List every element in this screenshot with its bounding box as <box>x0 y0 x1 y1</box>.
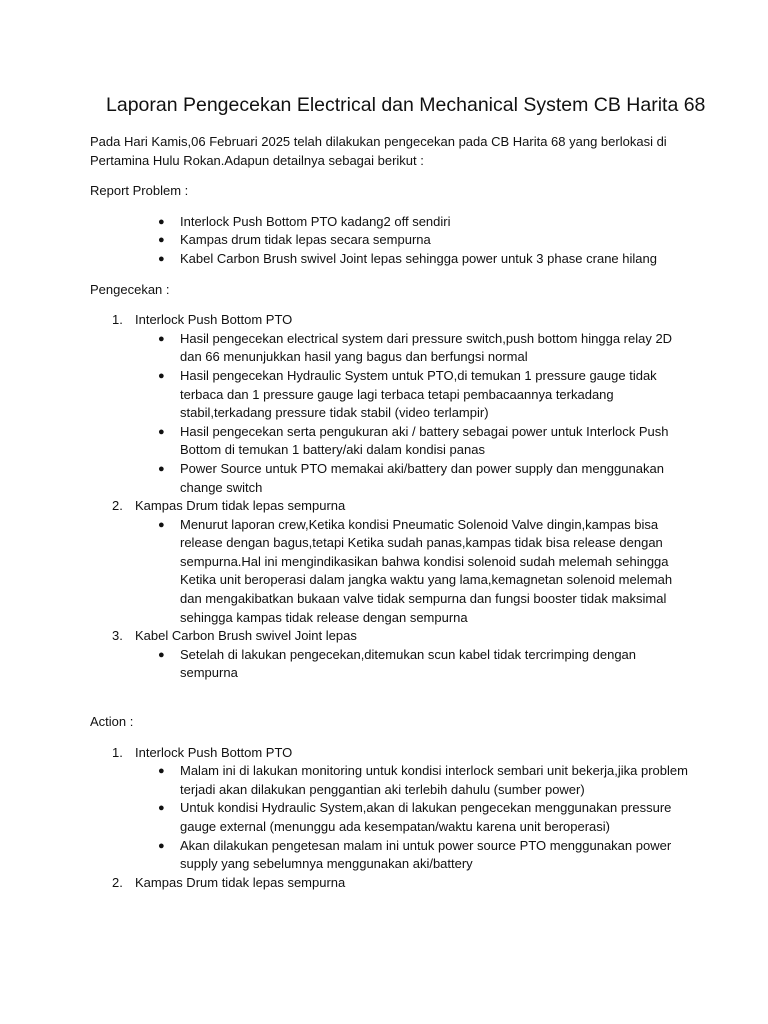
list-item-text: Hasil pengecekan Hydraulic System untuk PTO,di temukan 1 pressure gauge tidak terbaca dan 1 pressure gauge lagi terbaca tetapi pembacaannya terkadang stabil,terkadang pressure tidak stabil (video terlampir) <box>180 367 657 421</box>
list-item-text: Kampas drum tidak lepas secara sempurna <box>180 232 431 248</box>
item-title: Kampas Drum tidak lepas sempurna <box>135 874 346 890</box>
list-item-text: Hasil pengecekan electrical system dari pressure switch,push bottom hingga relay 2D dan 66 menunjukkan hasil yang bagus dan berfungsi normal <box>180 330 673 365</box>
list-item <box>90 250 690 269</box>
list-item-text: Untuk kondisi Hydraulic System,akan di lakukan pengecekan menggunakan pressure gauge external (menunggu ada kesempatan/waktu karena unit beroperasi) <box>180 800 672 834</box>
sub-bullet-list <box>135 646 690 683</box>
item-number: 1. <box>112 312 123 328</box>
list-item <box>135 762 690 799</box>
bullet-icon: ● <box>158 425 165 438</box>
document-body <box>90 93 706 904</box>
bullet-icon: ● <box>158 252 165 265</box>
list-item <box>90 213 690 232</box>
item-title: Kabel Carbon Brush swivel Joint lepas <box>135 628 357 644</box>
item-number: 3. <box>112 628 123 644</box>
item-number: 2. <box>112 498 123 514</box>
list-item-text: Interlock Push Bottom PTO kadang2 off sendiri <box>180 213 451 229</box>
bullet-icon: ● <box>158 215 165 228</box>
blank-line <box>90 695 690 713</box>
list-item <box>135 516 690 628</box>
bullet-icon: ● <box>158 802 165 815</box>
item-number: 2. <box>112 874 123 890</box>
action-label: Action : <box>90 714 134 730</box>
document-title: Laporan Pengecekan Electrical dan Mechanical System CB Harita 68 <box>106 94 706 116</box>
bullet-icon: ● <box>158 839 165 852</box>
report-problem-label: Report Problem : <box>90 183 189 199</box>
list-item <box>135 460 690 497</box>
numbered-item <box>90 744 690 874</box>
sub-bullet-list <box>135 762 690 874</box>
item-title: Interlock Push Bottom PTO <box>135 744 293 760</box>
bullet-icon: ● <box>158 332 165 345</box>
list-item <box>135 799 690 836</box>
report-problem-list <box>90 213 690 269</box>
sub-bullet-list <box>135 330 690 497</box>
bullet-icon: ● <box>158 369 165 382</box>
list-item-text: Malam ini di lakukan monitoring untuk kondisi interlock sembari unit bekerja,jika problem terjadi akan dilakukan penggantian aki terlebih dahulu (sumber power) <box>180 763 688 797</box>
intro-paragraph: Pada Hari Kamis,06 Februari 2025 telah dilakukan pengecekan pada CB Harita 68 yang berlokasi di Pertamina Hulu Rokan.Adapun detailnya sebagai berikut : <box>90 134 667 168</box>
bullet-icon: ● <box>158 518 165 531</box>
list-item-text: Power Source untuk PTO memakai aki/battery dan power supply dan menggunakan change switch <box>180 460 664 495</box>
list-item <box>135 367 690 423</box>
action-list <box>90 744 690 893</box>
numbered-item <box>90 627 690 683</box>
bullet-icon: ● <box>158 648 165 661</box>
pengecekan-list <box>90 311 690 683</box>
item-number: 1. <box>112 744 123 760</box>
sub-bullet-list <box>135 516 690 628</box>
list-item-text: Menurut laporan crew,Ketika kondisi Pneumatic Solenoid Valve dingin,kampas bisa release dengan bagus,tetapi Ketika sudah panas,kampas tidak bisa release dengan sempurna.Hal ini mengindikasikan bahwa kondisi solenoid sudah melemah sehingga Ketika unit beroperasi dalam jangka waktu yang lama,kemagnetan solenoid melemah dan mengakibatkan bukaan valve tidak sempurna dan fungsi booster tidak maksimal sehingga kampas tidak release dengan sempurna <box>180 516 673 625</box>
list-item-text: Hasil pengecekan serta pengukuran aki / battery sebagai power untuk Interlock Push Bottom di temukan 1 battery/aki dalam kondisi panas <box>180 423 669 458</box>
item-title: Interlock Push Bottom PTO <box>135 312 293 328</box>
bullet-icon: ● <box>158 765 165 778</box>
bullet-icon: ● <box>158 462 165 475</box>
item-title: Kampas Drum tidak lepas sempurna <box>135 498 346 514</box>
list-item-text: Setelah di lakukan pengecekan,ditemukan scun kabel tidak tercrimping dengan sempurna <box>180 646 637 681</box>
list-item-text: Kabel Carbon Brush swivel Joint lepas sehingga power untuk 3 phase crane hilang <box>180 250 657 266</box>
list-item <box>135 837 690 874</box>
list-item <box>90 231 690 250</box>
pengecekan-label: Pengecekan : <box>90 281 170 297</box>
numbered-item <box>90 874 690 893</box>
list-item <box>135 330 690 367</box>
numbered-item <box>90 311 690 497</box>
list-item <box>135 423 690 460</box>
list-item-text: Akan dilakukan pengetesan malam ini untuk power source PTO menggunakan power supply yang sebelumnya menggunakan aki/battery <box>180 837 672 872</box>
list-item <box>135 646 690 683</box>
numbered-item <box>90 497 690 627</box>
bullet-icon: ● <box>158 234 165 247</box>
